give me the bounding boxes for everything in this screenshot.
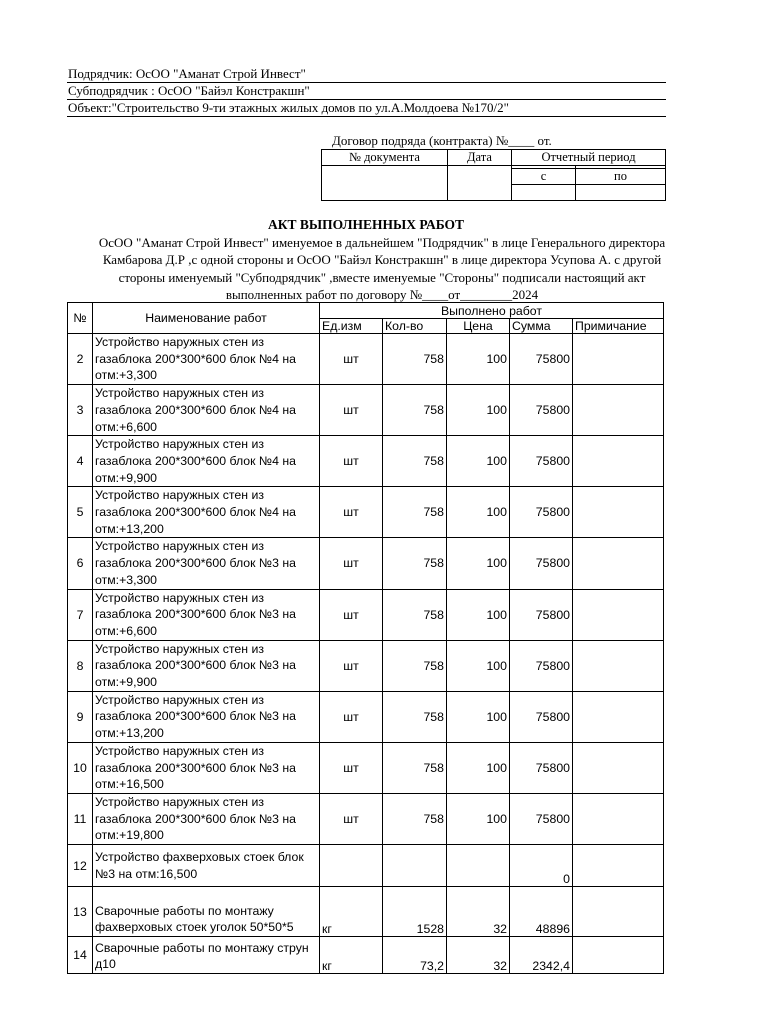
- table-row: [68, 691, 664, 742]
- table-row: [68, 589, 664, 640]
- contract-line: Договор подряда (контракта) №____ от.: [332, 133, 552, 148]
- col-name-header: Наименование работ: [93, 303, 320, 334]
- row-price: 32: [447, 887, 510, 937]
- row-price: 100: [447, 385, 510, 436]
- row-unit: кг: [320, 937, 383, 974]
- row-work-name: Устройство наружных стен из газаблока 200*300*600 блок №3 на отм:+19,800: [93, 793, 320, 844]
- row-work-name: Устройство наружных стен из газаблока 200*300*600 блок №4 на отм:+13,200: [93, 487, 320, 538]
- row-number: 10: [68, 742, 93, 793]
- col-unit-header: Ед.изм: [320, 319, 383, 334]
- row-unit: шт: [320, 640, 383, 691]
- row-unit: шт: [320, 436, 383, 487]
- row-number: 11: [68, 793, 93, 844]
- works-table: [67, 302, 664, 974]
- col-qty-header: Кол-во: [383, 319, 447, 334]
- row-quantity: 758: [383, 640, 447, 691]
- row-price: 100: [447, 742, 510, 793]
- row-number: 8: [68, 640, 93, 691]
- row-work-name: Устройство наружных стен из газаблока 200*300*600 блок №3 на отм:+13,200: [93, 691, 320, 742]
- row-work-name: Устройство наружных стен из газаблока 200*300*600 блок №3 на отм:+16,500: [93, 742, 320, 793]
- row-note: [573, 691, 664, 742]
- row-price: 32: [447, 937, 510, 974]
- row-sum: 0: [510, 845, 573, 887]
- period-header: Отчетный период: [512, 150, 666, 166]
- row-note: [573, 742, 664, 793]
- row-number: 3: [68, 385, 93, 436]
- row-note: [573, 937, 664, 974]
- row-note: [573, 589, 664, 640]
- row-note: [573, 538, 664, 589]
- row-unit: шт: [320, 691, 383, 742]
- row-price: 100: [447, 436, 510, 487]
- row-work-name: Сварочные работы по монтажу фахверховых стоек уголок 50*50*5: [93, 887, 320, 937]
- row-note: [573, 845, 664, 887]
- row-note: [573, 640, 664, 691]
- row-unit: шт: [320, 334, 383, 385]
- object-line: Объект:"Строительство 9-ти этажных жилых домов по ул.А.Молдоева №170/2": [67, 100, 666, 117]
- row-note: [573, 436, 664, 487]
- row-unit: шт: [320, 742, 383, 793]
- row-number: 12: [68, 845, 93, 887]
- table-row: [68, 887, 664, 937]
- row-work-name: Устройство фахверховых стоек блок №3 на отм:16,500: [93, 845, 320, 887]
- doc-number-cell: [322, 166, 448, 201]
- row-number: 7: [68, 589, 93, 640]
- row-quantity: 758: [383, 385, 447, 436]
- row-number: 9: [68, 691, 93, 742]
- row-unit: шт: [320, 589, 383, 640]
- row-quantity: 758: [383, 436, 447, 487]
- row-note: [573, 487, 664, 538]
- col-num-header: №: [68, 303, 93, 334]
- row-quantity: 758: [383, 538, 447, 589]
- row-sum: 75800: [510, 334, 573, 385]
- row-note: [573, 334, 664, 385]
- row-quantity: 73,2: [383, 937, 447, 974]
- row-sum: 75800: [510, 793, 573, 844]
- col-note-header: Примичание: [573, 319, 664, 334]
- row-unit: шт: [320, 793, 383, 844]
- table-row: [68, 334, 664, 385]
- row-work-name: Устройство наружных стен из газаблока 200*300*600 блок №3 на отм:+3,300: [93, 538, 320, 589]
- row-quantity: 758: [383, 742, 447, 793]
- row-quantity: 758: [383, 487, 447, 538]
- row-price: 100: [447, 487, 510, 538]
- row-number: 14: [68, 937, 93, 974]
- row-sum: 75800: [510, 385, 573, 436]
- row-number: 13: [68, 887, 93, 937]
- table-row: [68, 487, 664, 538]
- row-unit: шт: [320, 487, 383, 538]
- row-price: 100: [447, 589, 510, 640]
- table-row: [68, 385, 664, 436]
- row-price: 100: [447, 640, 510, 691]
- row-work-name: Устройство наружных стен из газаблока 200*300*600 блок №4 на отм:+6,600: [93, 385, 320, 436]
- contractor-line: Подрядчик: ОсОО "Аманат Строй Инвест": [67, 66, 666, 83]
- contract-table: [321, 149, 666, 201]
- period-from-label: с: [512, 169, 576, 185]
- row-work-name: Устройство наружных стен из газаблока 200*300*600 блок №4 на отм:+9,900: [93, 436, 320, 487]
- row-sum: 75800: [510, 436, 573, 487]
- row-quantity: 758: [383, 793, 447, 844]
- row-sum: 75800: [510, 691, 573, 742]
- row-unit: [320, 845, 383, 887]
- row-work-name: Устройство наружных стен из газаблока 200*300*600 блок №3 на отм:+6,600: [93, 589, 320, 640]
- row-quantity: 758: [383, 691, 447, 742]
- act-preamble: ОсОО "Аманат Строй Инвест" именуемое в дальнейшем "Подрядчик" в лице Генерального директора Камбарова Д.Р ,с одной стороны и ОсОО "Байэл Констракшн" в лице директора Усупова А. с другой стороны именуемый "Субподрядчик" ,вместе именуемые "Стороны" подписали настоящий акт выполненных работ по договору №____от________2024: [98, 235, 666, 302]
- row-price: [447, 845, 510, 887]
- row-work-name: Устройство наружных стен из газаблока 200*300*600 блок №4 на отм:+3,300: [93, 334, 320, 385]
- table-row: [68, 845, 664, 887]
- row-sum: 75800: [510, 538, 573, 589]
- date-header: Дата: [448, 150, 512, 166]
- row-unit: шт: [320, 538, 383, 589]
- row-sum: 75800: [510, 589, 573, 640]
- row-note: [573, 887, 664, 937]
- row-sum: 75800: [510, 640, 573, 691]
- row-note: [573, 793, 664, 844]
- period-from-cell: [512, 185, 576, 201]
- period-to-cell: [576, 185, 666, 201]
- doc-number-header: № документа: [322, 150, 448, 166]
- period-to-label: по: [576, 169, 666, 185]
- row-sum: 2342,4: [510, 937, 573, 974]
- act-title: АКТ ВЫПОЛНЕННЫХ РАБОТ: [267, 217, 465, 232]
- row-work-name: Устройство наружных стен из газаблока 200*300*600 блок №3 на отм:+9,900: [93, 640, 320, 691]
- col-done-header: Выполнено работ: [320, 303, 664, 319]
- row-quantity: 758: [383, 589, 447, 640]
- row-price: 100: [447, 793, 510, 844]
- subcontractor-line: Субподрядчик : ОсОО "Байэл Констракшн": [67, 83, 666, 100]
- row-quantity: [383, 845, 447, 887]
- row-sum: 75800: [510, 487, 573, 538]
- row-unit: кг: [320, 887, 383, 937]
- table-row: [68, 742, 664, 793]
- col-price-header: Цена: [447, 319, 510, 334]
- row-quantity: 1528: [383, 887, 447, 937]
- table-row: [68, 538, 664, 589]
- date-cell: [448, 166, 512, 201]
- row-number: 5: [68, 487, 93, 538]
- row-work-name: Сварочные работы по монтажу струн д10: [93, 937, 320, 974]
- row-quantity: 758: [383, 334, 447, 385]
- row-price: 100: [447, 691, 510, 742]
- row-price: 100: [447, 538, 510, 589]
- row-number: 6: [68, 538, 93, 589]
- row-unit: шт: [320, 385, 383, 436]
- row-price: 100: [447, 334, 510, 385]
- table-row: [68, 436, 664, 487]
- table-row: [68, 937, 664, 974]
- col-sum-header: Сумма: [510, 319, 573, 334]
- row-sum: 75800: [510, 742, 573, 793]
- row-note: [573, 385, 664, 436]
- row-number: 2: [68, 334, 93, 385]
- row-number: 4: [68, 436, 93, 487]
- table-row: [68, 793, 664, 844]
- row-sum: 48896: [510, 887, 573, 937]
- table-row: [68, 640, 664, 691]
